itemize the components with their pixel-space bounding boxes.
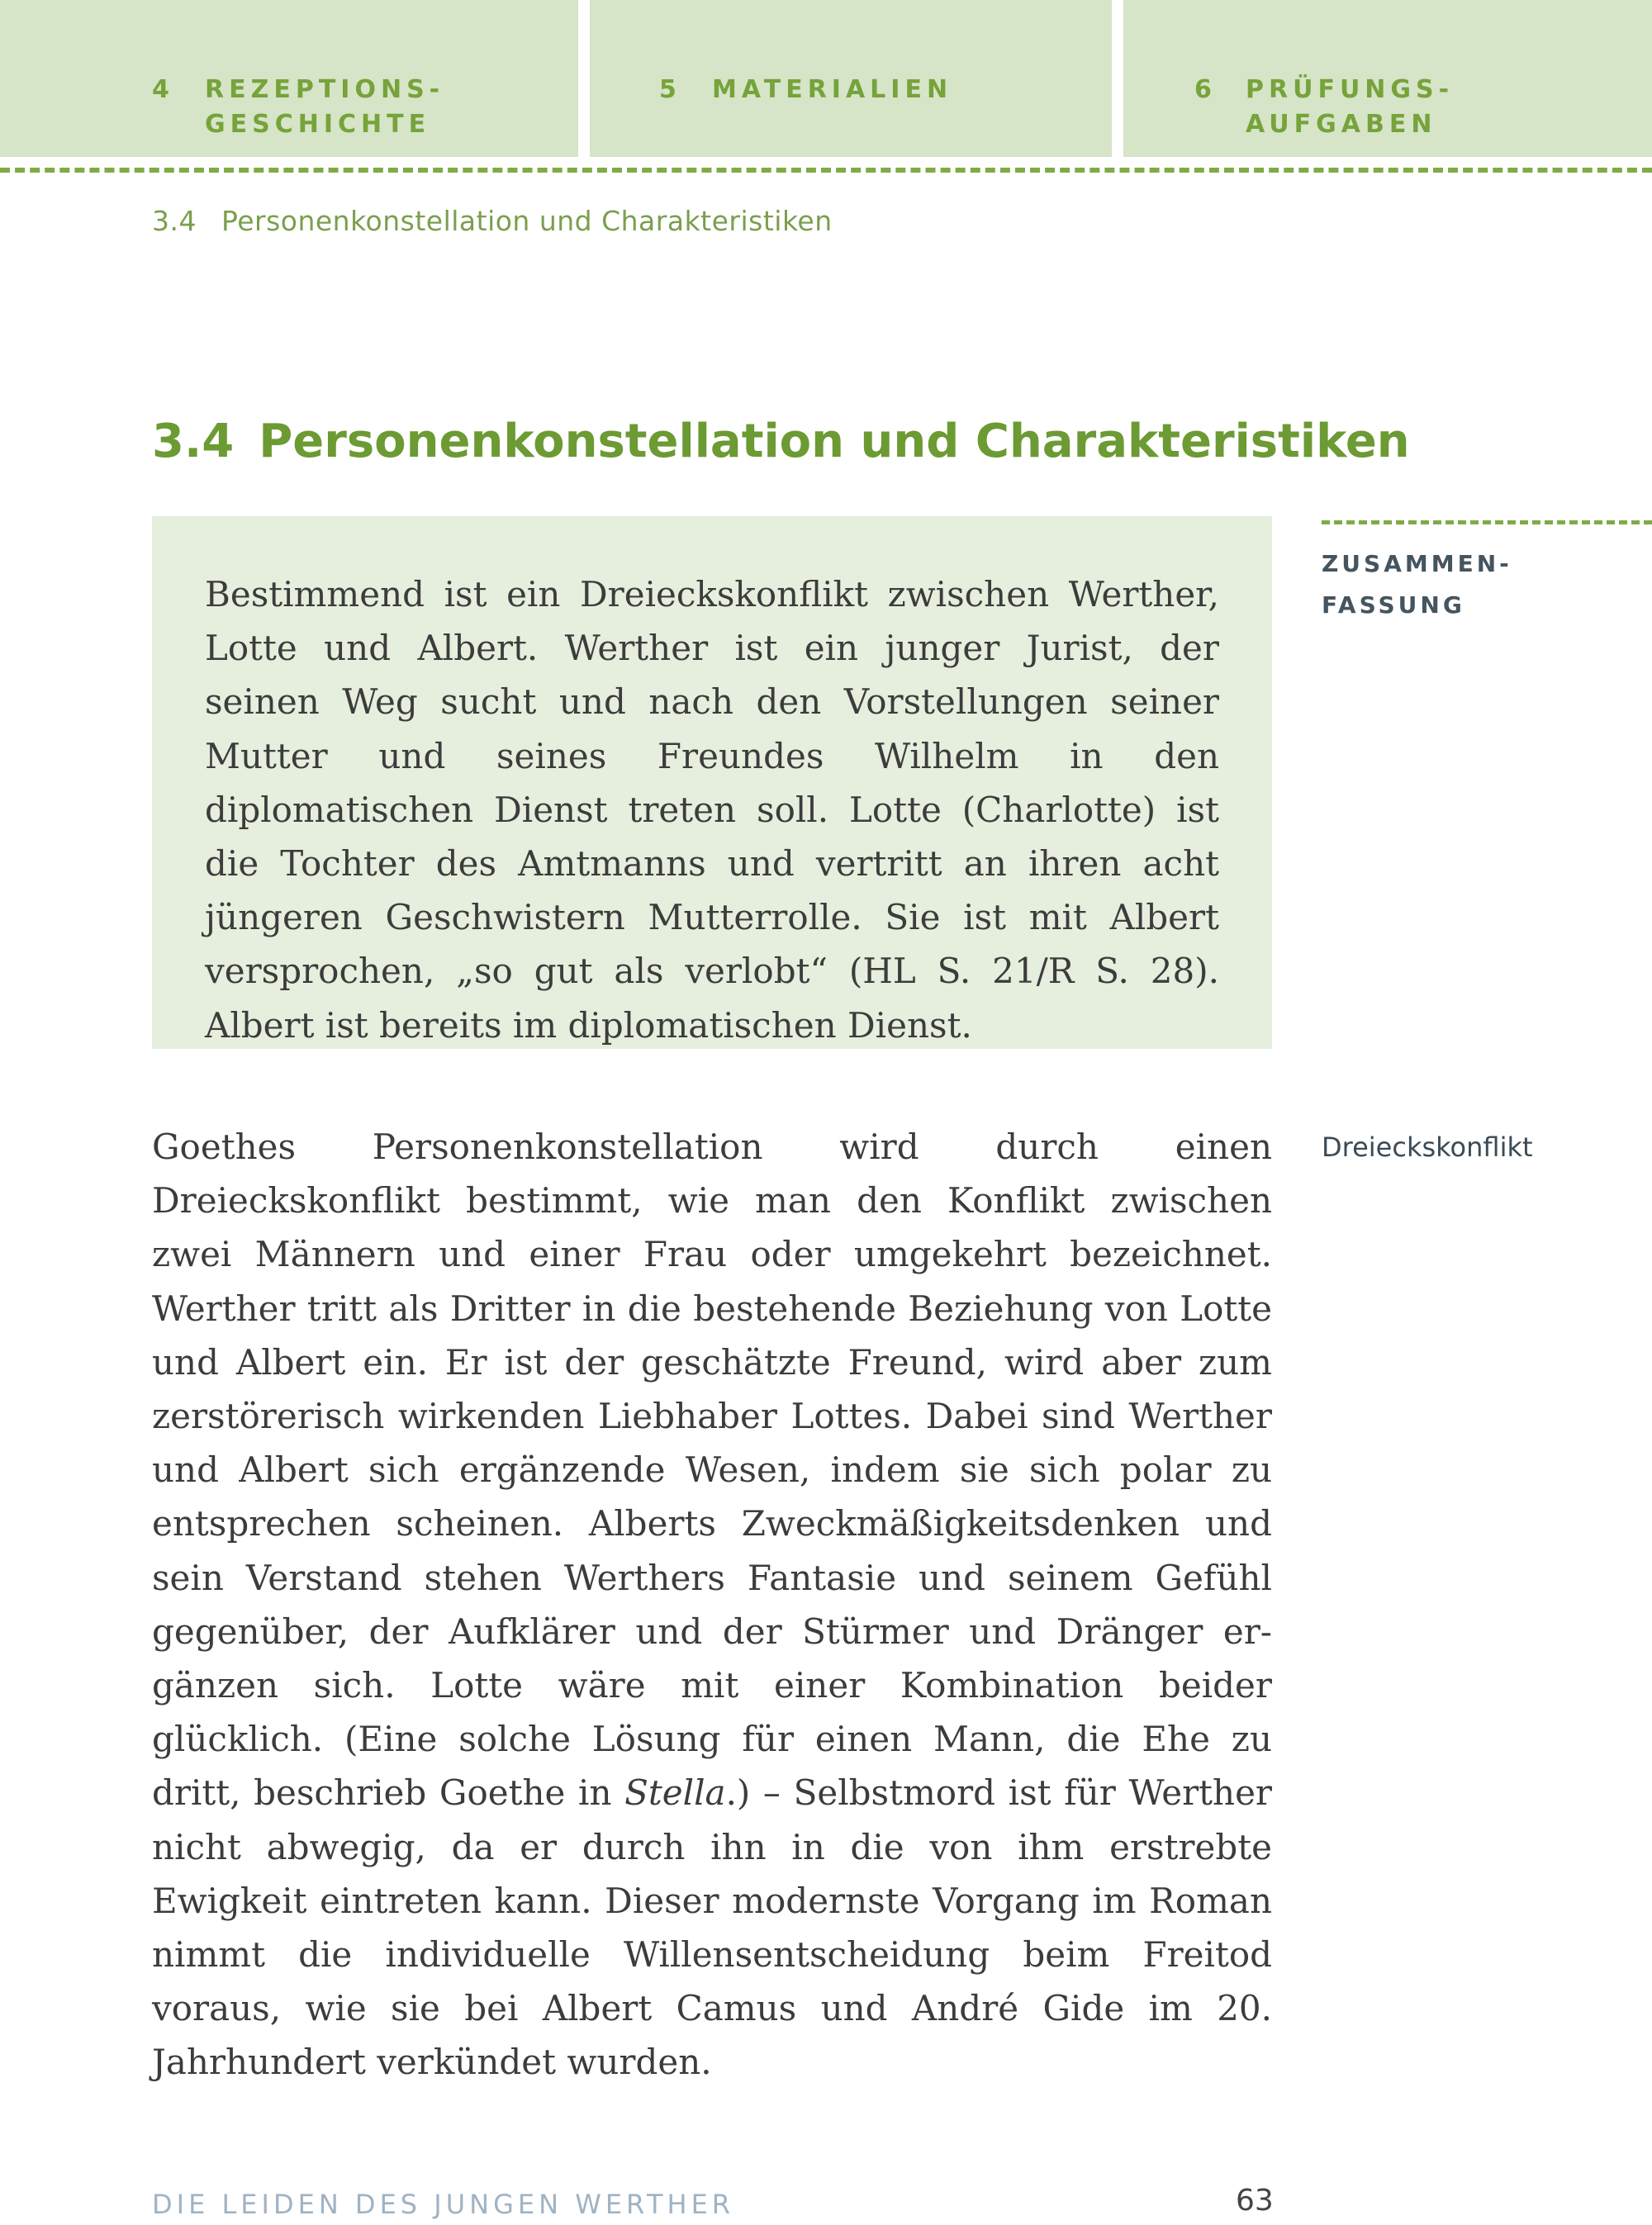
sidebar-divider [1322, 520, 1652, 524]
header-divider [0, 168, 1652, 173]
tab-label: PRÜFUNGS- AUFGABEN [1246, 75, 1455, 139]
tab-number: 5 [659, 75, 681, 104]
tab-number: 6 [1194, 75, 1217, 104]
tab-label: REZEPTIONS- GESCHICHTE [205, 75, 445, 139]
footer-book-title: DIE LEIDEN DES JUNGEN WERTHER [152, 2189, 735, 2220]
section-title: 3.4 Personenkonstellation und Charakteristiken [152, 415, 1410, 468]
tab-pruefungsaufgaben[interactable] [1123, 0, 1652, 157]
tab-label: MATERIALIEN [712, 75, 953, 104]
tab-materialien[interactable] [590, 0, 1112, 157]
tab-rezeptionsgeschichte[interactable] [0, 0, 578, 157]
summary-label: ZUSAMMEN- FASSUNG [1322, 550, 1512, 619]
body-paragraph: Goethes Personenkonstellation wird durch einen Dreieckskonflikt bestimmt, wie man den Konflikt zwischen zwei Männern und einer Frau oder umgekehrt bezeichnet. Werther tritt als Dritter in die bestehende Beziehung von Lotte und Albert ein. Er ist der geschätzte Freund, wird aber zum zerstörerisch wirkenden Liebhaber Lottes. Dabei sind Werther und Albert sich ergänzende Wesen, indem sie sich polar zu entsprechen scheinen. Alberts Zweckmäßigkeitsdenken und sein Verstand stehen Werthers Fantasie und seinem Gefühl gegenüber, der Aufklärer und der Stürmer und Dränger ergänzen sich. Lotte wäre mit einer Kombination beider glücklich. (Eine solche Lösung für einen Mann, die Ehe zu dritt, beschrieb Goethe in Stella.) – Selbstmord ist für Werther nicht abwegig, da er durch ihn in die von ihm erstrebte Ewigkeit eintreten kann. Dieser modernste Vorgang im Roman nimmt die individuelle Willensentscheidung beim Freitod voraus, wie sie bei Albert Camus und André Gide im 20. Jahrhundert verkündet wurden. [152, 1127, 1273, 2083]
running-head: 3.4 Personenkonstellation und Charakteristiken [152, 205, 833, 237]
summary-box [152, 516, 1272, 1049]
work-title-stella: Stella [624, 1772, 726, 1814]
page-number: 63 [1236, 2184, 1274, 2218]
summary-text: Bestimmend ist ein Dreieckskonflikt zwischen Werther, Lotte und Albert. Werther ist ein junger Jurist, der seinen Weg sucht und nach den Vorstellungen seiner Mutter und seines Freundes Wilhelm in den diplomatischen Dienst treten soll. Lotte (Charlotte) ist die Tochter des Amtmanns und vertritt an ihren acht jüngeren Geschwistern Mutterrolle. Sie ist mit Albert versprochen, „so gut als verlobt“ (HL S. 21/R S. 28). Albert ist bereits im diplomatischen Dienst. [205, 574, 1219, 1046]
margin-note: Dreieckskonflikt [1322, 1131, 1533, 1163]
tab-number: 4 [152, 75, 174, 104]
